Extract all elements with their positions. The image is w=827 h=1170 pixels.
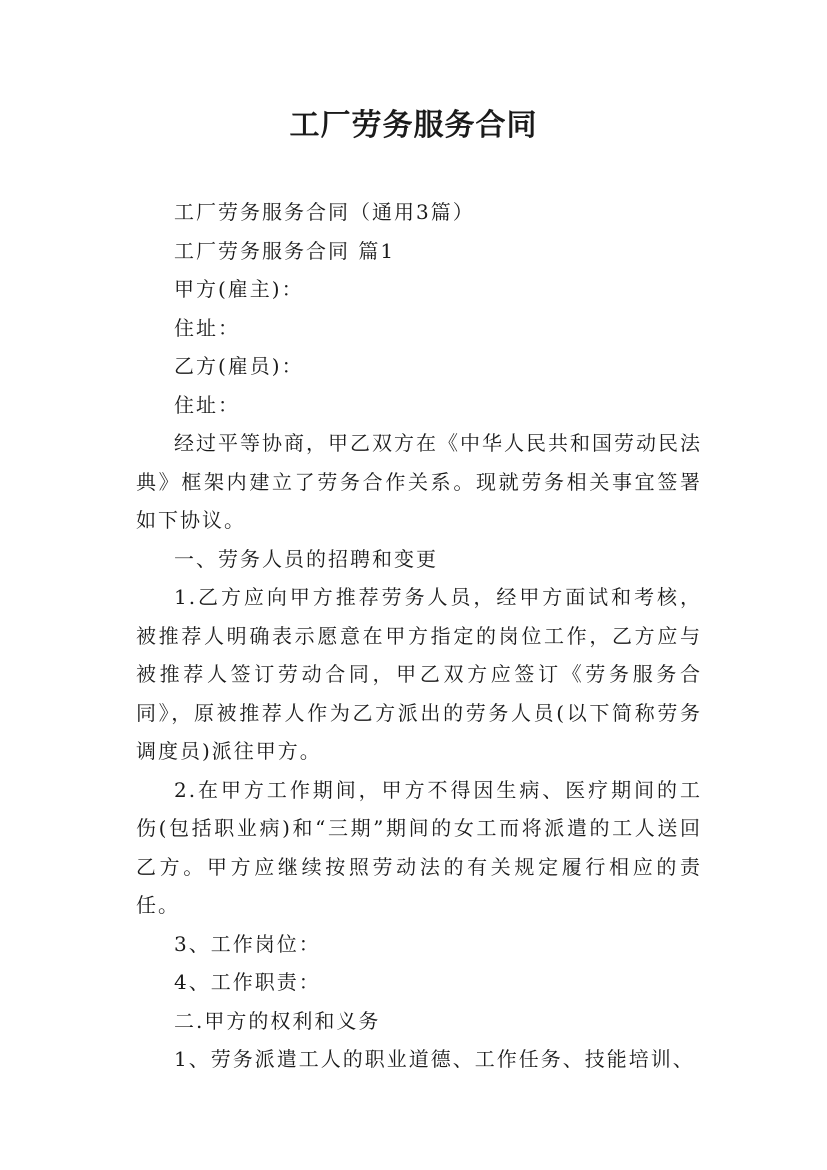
paragraph-clause-4: 4、工作职责：: [174, 970, 321, 994]
paragraph-subtitle: 工厂劳务服务合同（通用3篇）: [174, 200, 475, 224]
paragraph-preamble: 经过平等协商，甲乙双方在《中华人民共和国劳动民法典》框架内建立了劳务合作关系。现就劳务相关事宜签署如下协议。: [136, 431, 702, 532]
paragraph-party-b: 乙方(雇员)：: [174, 354, 304, 378]
document-body: [136, 193, 702, 1079]
paragraph-section-heading: 工厂劳务服务合同 篇1: [174, 238, 396, 263]
paragraph-clause-3: 3、工作岗位：: [174, 931, 321, 956]
paragraph-party-a: 甲方(雇主)：: [174, 277, 304, 301]
paragraph-party-b-address: 住址：: [174, 392, 240, 417]
paragraph-clause-2: 2.在甲方工作期间，甲方不得因生病、医疗期间的工伤(包括职业病)和“三期”期间的女工而将派遣的工人送回乙方。甲方应继续按照劳动法的有关规定履行相应的责任。: [136, 777, 702, 917]
paragraph-heading-party-a-rights: 二.甲方的权利和义务: [174, 1008, 381, 1033]
document-title: 工厂劳务服务合同: [289, 108, 538, 143]
paragraph-rights-clause-1: 1、劳务派遣工人的职业道德、工作任务、技能培训、: [174, 1047, 695, 1071]
paragraph-party-a-address: 住址：: [174, 315, 240, 340]
paragraph-clause-1: 1.乙方应向甲方推荐劳务人员，经甲方面试和考核，被推荐人明确表示愿意在甲方指定的岗位工作，乙方应与被推荐人签订劳动合同，甲乙双方应签订《劳务服务合同》，原被推荐人作为乙方派出的劳务人员(以下简称劳务调度员)派往甲方。: [136, 585, 702, 763]
paragraph-heading-recruitment: 一、劳务人员的招聘和变更: [174, 546, 438, 571]
